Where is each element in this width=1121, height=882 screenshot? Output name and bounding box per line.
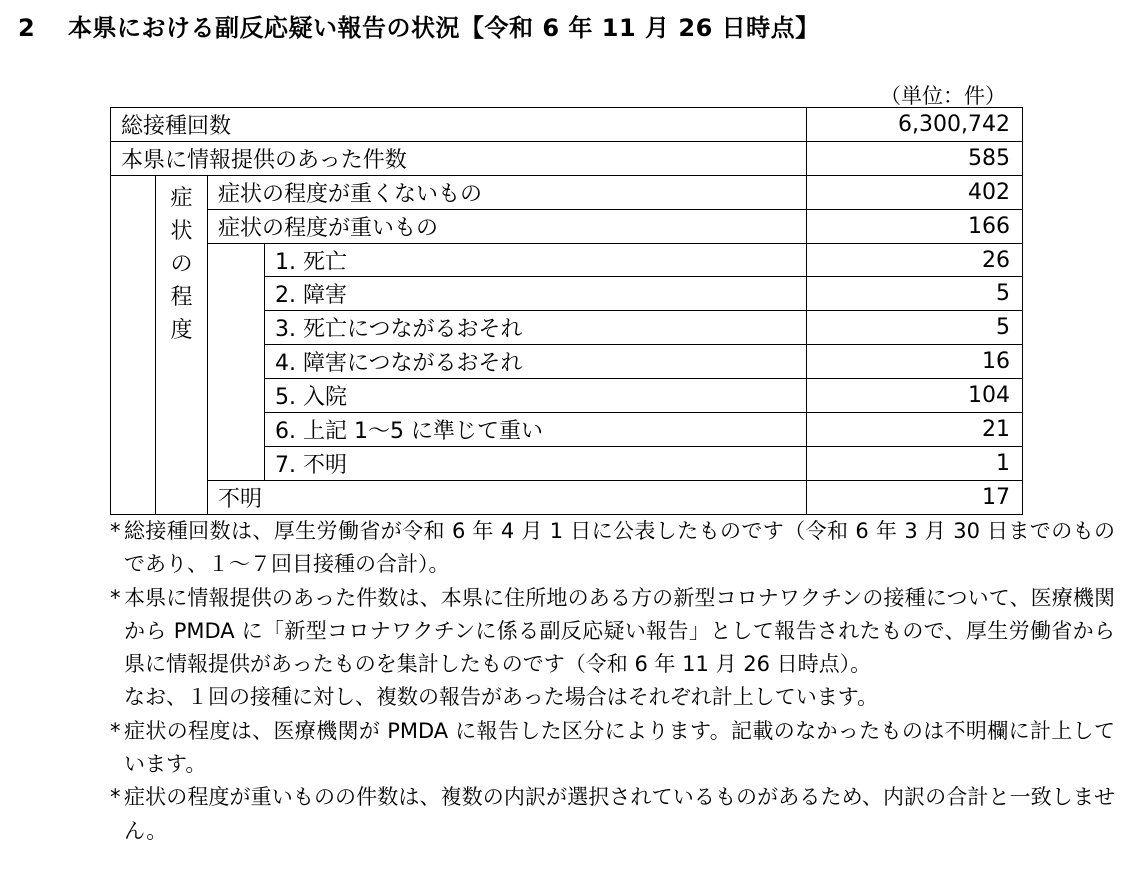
unknown-value: 17: [807, 480, 1023, 514]
indent-cell: [208, 243, 265, 480]
total-vaccinations-label: 総接種回数: [111, 108, 807, 142]
adverse-reaction-table: [110, 107, 1023, 515]
breakdown-label: 2. 障害: [265, 277, 807, 311]
footnote-marker: *: [110, 519, 121, 543]
table-row: [111, 175, 1023, 209]
total-vaccinations-value: 6,300,742: [807, 108, 1023, 142]
severity-label-char: 症: [170, 185, 193, 211]
section-number: 2: [18, 14, 36, 42]
info-provided-label: 本県に情報提供のあった件数: [111, 141, 807, 175]
table-row: [111, 243, 1023, 277]
breakdown-value: 16: [807, 345, 1023, 379]
serious-label: 症状の程度が重いもの: [208, 209, 807, 243]
footnote: [110, 582, 1115, 682]
footnote: [110, 715, 1115, 782]
breakdown-label: 4. 障害につながるおそれ: [265, 345, 807, 379]
breakdown-value: 5: [807, 311, 1023, 345]
info-provided-value: 585: [807, 141, 1023, 175]
severity-label-char: 状: [170, 218, 193, 244]
footnote: [110, 781, 1115, 848]
severity-label-text: [170, 176, 192, 347]
footnote-text: 症状の程度が重いものの件数は、複数の内訳が選択されているものがあるため、内訳の合計と一致しません。: [124, 785, 1115, 843]
footnote-marker: *: [110, 585, 121, 610]
breakdown-label: 3. 死亡につながるおそれ: [265, 311, 807, 345]
footnote-marker: *: [110, 718, 121, 743]
breakdown-value: 5: [807, 277, 1023, 311]
breakdown-value: 104: [807, 379, 1023, 413]
breakdown-label: 1. 死亡: [265, 243, 807, 277]
breakdown-label: 5. 入院: [265, 379, 807, 413]
table-row: [111, 209, 1023, 243]
footnote-text: 本県に情報提供のあった件数は、本県に住所地のある方の新型コロナワクチンの接種について、医療機関から PMDA に「新型コロナワクチンに係る副反応疑い報告」として報告されたもので、厚生労働省から県に情報提供があったものを集計したものです（令和 6 年 11 月 26 日時点）。: [124, 585, 1115, 677]
footnote-text: 総接種回数は、厚生労働省が令和 6 年 4 月 1 日に公表したものです（令和 6 年 3 月 30 日までのものであり、１～７回目接種の合計）。: [124, 519, 1115, 577]
section-title: 本県における副反応疑い報告の状況【令和 6 年 11 月 26 日時点】: [68, 14, 820, 42]
breakdown-value: 1: [807, 446, 1023, 480]
footnote-text: なお、１回の接種に対し、複数の報告があった場合はそれぞれ計上しています。: [124, 685, 879, 710]
table-row: [111, 108, 1023, 142]
footnote: [110, 681, 1115, 714]
breakdown-value: 26: [807, 243, 1023, 277]
severity-vertical-label: [156, 175, 208, 514]
table-row: [111, 141, 1023, 175]
not-serious-value: 402: [807, 175, 1023, 209]
section-heading: [18, 8, 820, 43]
serious-value: 166: [807, 209, 1023, 243]
severity-label-char: 度: [170, 317, 193, 343]
breakdown-value: 21: [807, 413, 1023, 447]
severity-label-char: 程: [170, 284, 193, 310]
footnotes: [110, 515, 1115, 848]
breakdown-label: 7. 不明: [265, 446, 807, 480]
table-row: [111, 480, 1023, 514]
severity-label-char: の: [170, 251, 193, 277]
unknown-label: 不明: [208, 480, 807, 514]
footnote-marker: *: [110, 785, 121, 810]
breakdown-label: 6. 上記 1～5 に準じて重い: [265, 413, 807, 447]
unit-label: （単位：件）: [880, 84, 1006, 108]
not-serious-label: 症状の程度が重くないもの: [208, 175, 807, 209]
footnote-text: 症状の程度は、医療機関が PMDA に報告した区分によります。記載のなかったものは不明欄に計上しています。: [124, 718, 1115, 777]
indent-cell: [111, 175, 156, 514]
footnote: [110, 515, 1115, 582]
